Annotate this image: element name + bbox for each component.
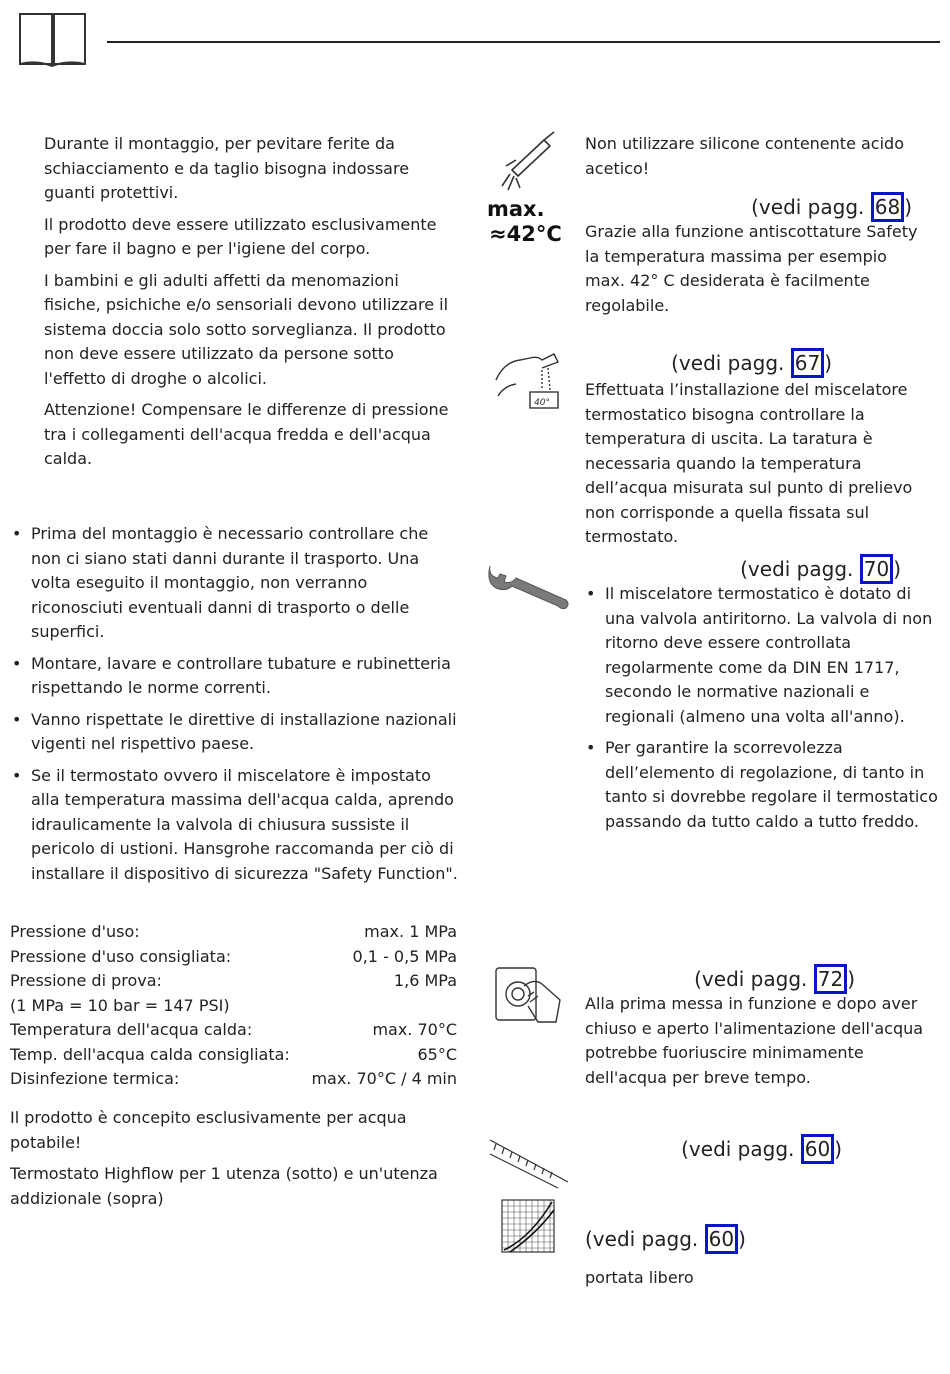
max-label: max. <box>487 197 545 221</box>
page-link[interactable]: 70 <box>860 554 893 584</box>
safety-paragraph: Il prodotto deve essere utilizzato esclusivamente per fare il bagno e per l'igiene del corpo. <box>44 214 437 258</box>
installation-bullets <box>10 522 462 893</box>
specs-table <box>10 920 457 1092</box>
spec-value: max. 1 MPa <box>364 922 457 941</box>
page-reference: (vedi pagg. 60 ) <box>585 1226 746 1252</box>
manual-book-icon <box>18 10 88 68</box>
page-reference: (vedi pagg. 67 ) <box>585 350 832 376</box>
spec-label: Disinfezione termica: <box>10 1069 180 1088</box>
notes <box>10 1106 450 1218</box>
spec-row <box>10 1018 457 1043</box>
spec-label: Temp. dell'acqua calda consigliata: <box>10 1044 290 1064</box>
bullet-item: • Se il termostato ovvero il miscelatore è impostato alla temperatura massima dell'acqua calda, aprendo idraulicamente la valvola di chiusura sussiste il pericolo di ustioni. Hansgrohe raccomanda per ciò di installare il dispositivo di sicurezza "Safety Function". <box>10 764 462 887</box>
thermometer-display: 40° <box>534 398 550 408</box>
page-link[interactable]: 60 <box>705 1224 738 1254</box>
page-reference: (vedi pagg. 68 ) <box>585 194 912 220</box>
potable-water-note: Il prodotto è concepito esclusivamente per acqua potabile! <box>10 1108 407 1152</box>
page-link[interactable]: 72 <box>814 964 847 994</box>
spec-value: 1,6 MPa <box>393 971 457 990</box>
spec-value: max. 70°C / 4 min <box>311 1069 457 1088</box>
safety-paragraph: Durante il montaggio, per pevitare ferite da schiacciamento e da taglio bisogna indossare guanti protettivi. <box>44 134 410 202</box>
spec-row <box>10 1043 457 1068</box>
spec-row <box>10 945 457 970</box>
bullet-item: • Montare, lavare e controllare tubature e rubinetteria rispettando le norme correnti. <box>10 652 462 701</box>
wrench-icon <box>486 556 570 612</box>
calibration-text: Effettuata l’installazione del miscelatore termostatico bisogna controllare la temperatura di uscita. La taratura è necessaria quando la temperatura dell’acqua misurata sul punto di prelievo non corrisponde a quella fissata sul termostato. <box>585 380 913 546</box>
spec-label: Pressione d'uso: <box>10 922 140 941</box>
safety-function-text: Grazie alla funzione antiscottature Safety la temperatura massima per esempio max. 42° C desiderata è facilmente regolabile. <box>585 222 918 315</box>
thermometer-calibration-icon <box>494 350 564 410</box>
spec-row <box>10 969 457 994</box>
page-link[interactable]: 67 <box>791 348 824 378</box>
page-link[interactable]: 60 <box>801 1134 834 1164</box>
spec-row <box>10 1067 457 1092</box>
bullet-item: • Prima del montaggio è necessario controllare che non ci siano stati danni durante il trasporto. Una volta eseguito il montaggio, non verranno riconosciuti eventuali danni di trasporto o delle superfici. <box>10 522 462 645</box>
spec-row <box>10 920 457 945</box>
silicone-warning: Non utilizzare silicone contenente acido acetico! <box>585 134 904 178</box>
ruler-dimensions-icon <box>488 1136 572 1192</box>
page-reference: (vedi pagg. 72 ) <box>585 966 855 992</box>
safety-paragraph: Attenzione! Compensare le differenze di pressione tra i collegamenti dell'acqua fredda e dell'acqua calda. <box>44 400 449 468</box>
spec-value: 0,1 - 0,5 MPa <box>352 946 457 966</box>
spec-label: Pressione d'uso consigliata: <box>10 946 232 966</box>
hand-turning-valve-icon <box>494 966 564 1024</box>
highflow-note: Termostato Highflow per 1 utenza (sotto) e un'utenza addizionale (sopra) <box>10 1164 438 1208</box>
page-reference: (vedi pagg. 60 ) <box>585 1136 842 1162</box>
page-link[interactable]: 68 <box>871 192 904 222</box>
header-rule <box>107 41 940 43</box>
spec-row <box>10 994 457 1019</box>
flow-diagram-icon <box>500 1198 556 1254</box>
bullet-item: • Vanno rispettate le direttive di installazione nazionali vigenti nel rispettivo paese. <box>10 708 462 757</box>
spec-value: max. 70°C <box>372 1020 457 1039</box>
safety-section <box>44 132 460 479</box>
spec-label: Pressione di prova: <box>10 971 162 990</box>
flow-text: portata libero <box>585 1268 694 1287</box>
operation-text: Alla prima messa in funzione e dopo aver chiuso e aperto l'alimentazione dell'acqua potrebbe fuoriuscire minimamente dell'acqua per breve tempo. <box>585 994 924 1087</box>
max-temp-label: ≈42°C <box>489 222 562 246</box>
page-reference: (vedi pagg. 70 ) <box>585 556 901 582</box>
spec-label: Temperatura dell'acqua calda: <box>10 1020 253 1039</box>
spec-label: (1 MPa = 10 bar = 147 PSI) <box>10 995 230 1015</box>
bullet-item: • Per garantire la scorrevolezza dell’elemento di regolazione, di tanto in tanto si dovrebbe regolare il termostatico passando da tutto caldo a tutto freddo. <box>584 736 942 834</box>
spec-value: 65°C <box>417 1044 457 1064</box>
safety-paragraph: I bambini e gli adulti affetti da menomazioni fisiche, psichiche e/o sensoriali devono utilizzare il sistema doccia solo sotto sorveglianza. Il prodotto non deve essere utilizzato da persone sotto l'effetto di droghe o alcolici. <box>44 270 449 388</box>
bullet-item: • Il miscelatore termostatico è dotato di una valvola antiritorno. La valvola di non ritorno deve essere controllata regolarmente come da DIN EN 1717, secondo le normative nazionali e regionali (almeno una volta all'anno). <box>584 582 942 729</box>
maintenance-bullets <box>584 582 942 841</box>
silicone-gun-icon <box>496 130 560 192</box>
